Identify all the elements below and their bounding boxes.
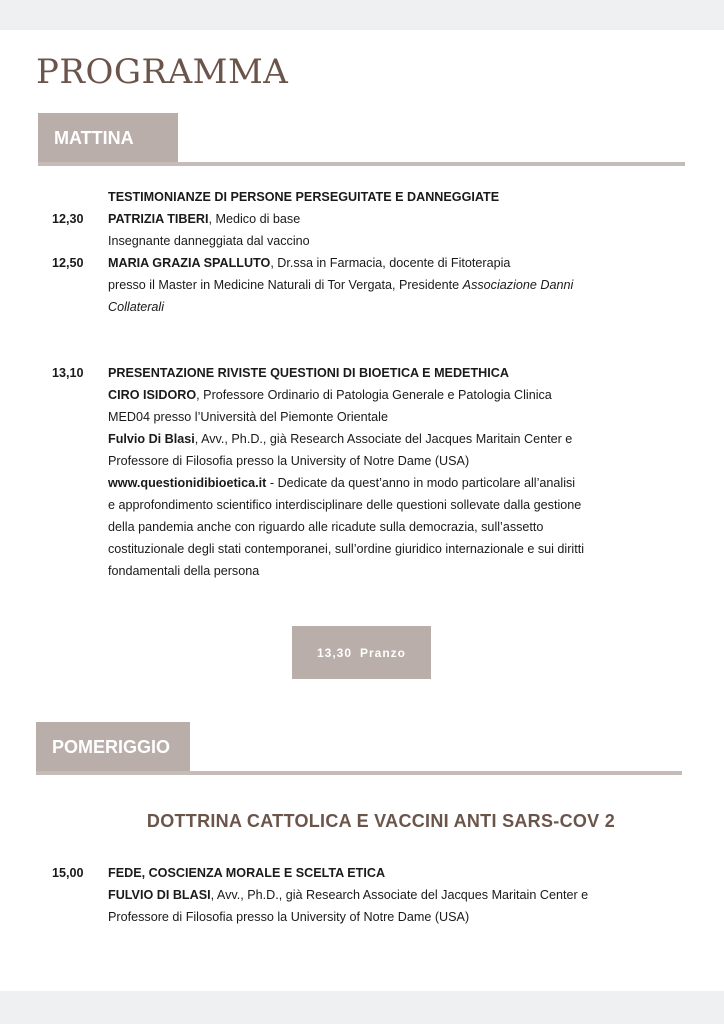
speaker-affiliation: presso il Master in Medicine Naturali di Tor Vergata, Presidente: [108, 278, 463, 292]
section-label: MATTINA: [54, 128, 134, 148]
entry-time: 12,50: [52, 256, 84, 270]
lunch-label: Pranzo: [360, 645, 407, 660]
block-heading: TESTIMONIANZE DI PERSONE PERSEGUITATE E DANNEGGIATE: [108, 190, 500, 204]
description-text: - Dedicate da quest’anno in modo particolare all’analisi: [266, 476, 576, 490]
entry-time: 12,30: [52, 212, 84, 226]
section-tab-afternoon: [36, 722, 190, 773]
speaker-name: PATRIZIA TIBERI: [108, 212, 209, 226]
speaker-role: , Professore Ordinario di Patologia Generale e Patologia Clinica: [196, 388, 552, 402]
speaker-role-cont: Professore di Filosofia presso la University of Notre Dame (USA): [108, 910, 470, 924]
speaker-role: , Dr.ssa in Farmacia, docente di Fitoterapia: [270, 256, 511, 270]
morning-block-1: [52, 186, 684, 316]
description-text: fondamentali della persona: [108, 564, 260, 578]
description-text: e approfondimento scientifico interdisciplinare delle questioni sollevate dalla gestione: [108, 498, 582, 512]
speaker-role: , Avv., Ph.D., già Research Associate del Jacques Maritain Center e: [194, 432, 573, 446]
block-heading: PRESENTAZIONE RIVISTE QUESTIONI DI BIOETICA E MEDETHICA: [108, 366, 509, 380]
page-title: PROGRAMMA: [36, 52, 289, 92]
speaker-note: Insegnante danneggiata dal vaccino: [108, 234, 310, 248]
website-link[interactable]: www.questionidibioetica.it: [108, 476, 267, 490]
speaker-name: MARIA GRAZIA SPALLUTO: [108, 256, 271, 270]
entry-time: 15,00: [52, 866, 84, 880]
association-name: Associazione Danni: [462, 278, 574, 292]
speaker-role-cont: MED04 presso l’Università del Piemonte Orientale: [108, 410, 388, 424]
entry-time: 13,10: [52, 366, 84, 380]
program-page: [0, 30, 724, 991]
description-text: della pandemia anche con riguardo alle ricadute sulla democrazia, sull’assetto: [108, 520, 544, 534]
description-text: costituzionale degli stati contemporanei, sull’ordine giuridico internazionale e sui diritti: [108, 542, 585, 556]
speaker-role: , Medico di base: [208, 212, 301, 226]
speaker-name: FULVIO DI BLASI: [108, 888, 211, 902]
lunch-time: 13,30: [316, 645, 352, 660]
section-divider: [38, 162, 685, 166]
afternoon-subtitle: DOTTRINA CATTOLICA E VACCINI ANTI SARS-COV 2: [146, 811, 616, 831]
afternoon-block: [52, 862, 684, 932]
speaker-name: Fulvio Di Blasi: [108, 432, 195, 446]
morning-block-2: [52, 362, 684, 592]
association-name-cont: Collaterali: [108, 300, 164, 314]
section-label: POMERIGGIO: [52, 737, 171, 757]
section-divider: [36, 771, 682, 775]
lunch-badge: [292, 626, 431, 679]
block-heading: FEDE, COSCIENZA MORALE E SCELTA ETICA: [108, 866, 386, 880]
speaker-role: , Avv., Ph.D., già Research Associate del Jacques Maritain Center e: [210, 888, 589, 902]
speaker-role-cont: Professore di Filosofia presso la University of Notre Dame (USA): [108, 454, 470, 468]
speaker-name: CIRO ISIDORO: [108, 388, 197, 402]
section-tab-morning: [38, 113, 178, 164]
